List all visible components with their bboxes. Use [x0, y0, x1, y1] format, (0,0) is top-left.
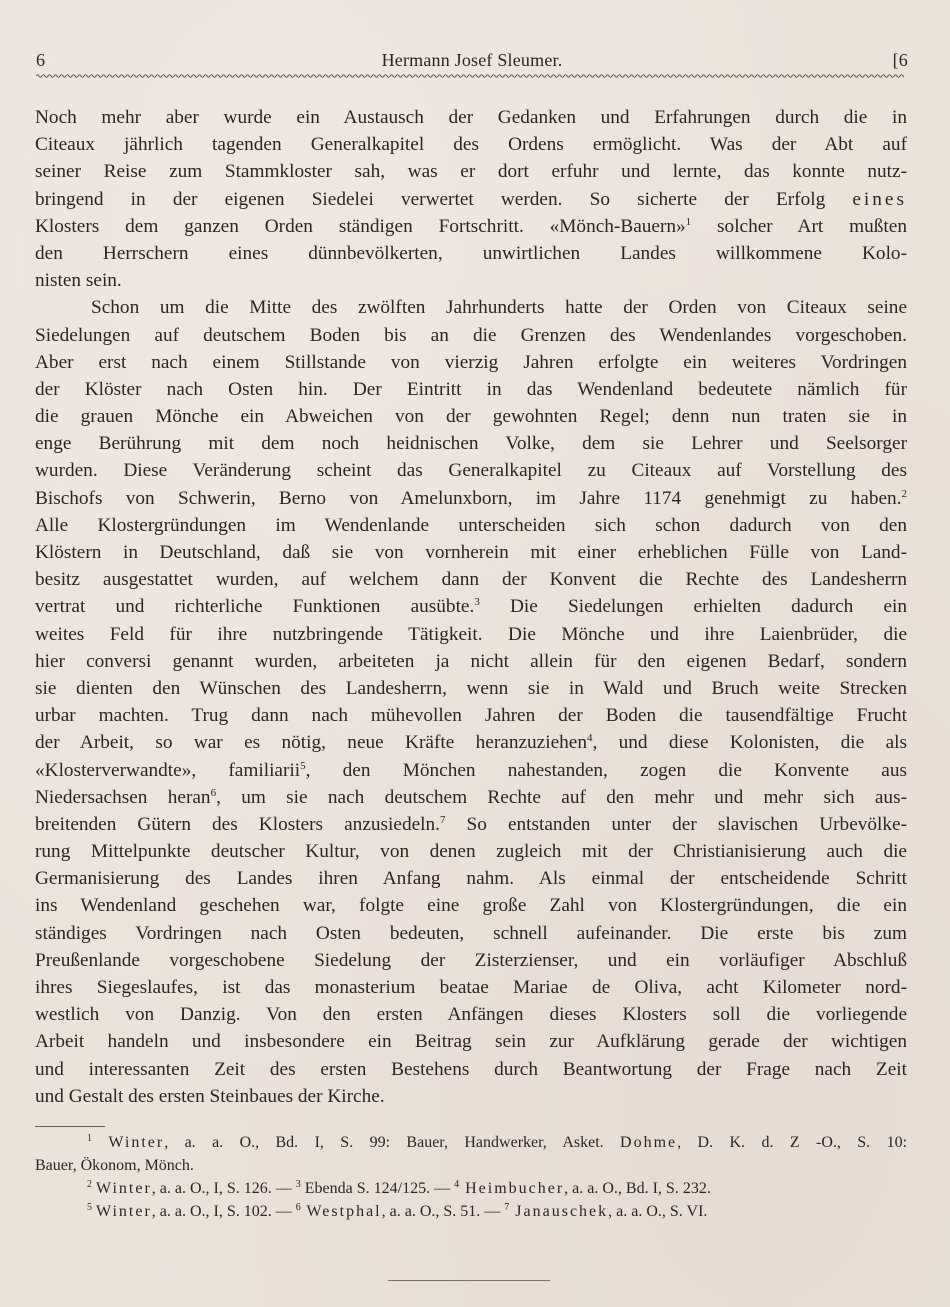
footnote-author: Westphal: [300, 1203, 382, 1220]
text-line: hier conversi genannt wurden, arbeiteten ja nicht allein für den eigenen Bedarf, sondern: [35, 650, 907, 672]
footnote-ref-2[interactable]: 2: [901, 487, 907, 500]
running-head: [36, 48, 908, 72]
text-line: Preußenlande vorgeschobene Siedelung der Zisterzienser, und ein vorläufiger Abschluß: [35, 949, 907, 971]
text-line: den Herrschern eines dünnbevölkerten, unwirtlichen Landes willkommene Kolo-: [35, 242, 907, 264]
page-number-right: [6: [892, 50, 908, 70]
footnote-1: $^1$ Winter, a. a. O., Bd. I, S. 99: Bauer, Handwerker, Asket. Dohme, D. K. d. Z -O., S. 10:: [87, 1133, 908, 1151]
text-line: vertrat und richterliche Funktionen ausübte.$^3$ Die Siedelungen erhielten dadurch ein: [35, 596, 908, 618]
text-line: bringend in der eigenen Siedelei verwertet werden. So sicherte der Erfolg eines: [35, 188, 907, 210]
footnotes-2-4: $^2$ Winter, a. a. O., I, S. 126. — $^3$ Ebenda S. 124/125. — $^4$ Heimbucher, a. a. O., Bd. I, S. 232.: [87, 1179, 711, 1197]
emphasized-word: eines: [852, 188, 907, 210]
text-line: sie dienten den Wünschen des Landesherrn, wenn sie in Wald und Bruch weite Strecken: [35, 677, 907, 699]
text-line: Alle Klostergründungen im Wendenlande unterscheiden sich schon dadurch von den: [35, 514, 907, 536]
text-line: Aber erst nach einem Stillstande von vierzig Jahren erfolgte ein weiteres Vordringen: [35, 351, 907, 373]
footnote-ref-1[interactable]: 1: [685, 215, 692, 228]
text-line: Arbeit handeln und insbesondere ein Beitrag sein zur Aufklärung gerade der wichtigen: [35, 1031, 907, 1053]
running-title: Hermann Josef Sleumer.: [381, 50, 563, 70]
footnote-author: Winter: [96, 1180, 152, 1197]
footnote-ref-3[interactable]: 3: [474, 596, 480, 609]
text-line: Siedelungen auf deutschem Boden bis an die Grenzen des Wendenlandes vorgeschoben.: [35, 324, 907, 346]
footnote-author: Janauschek: [509, 1203, 609, 1220]
body-text: [35, 104, 907, 1110]
footnote-ref-4[interactable]: 4: [586, 732, 593, 745]
text-line: besitz ausgestattet wurden, auf welchem dann der Konvent die Rechte des Landesherrn: [35, 569, 907, 591]
text-line: Niedersachsen heran$^6$, um sie nach deutschem Rechte auf den mehr und mehr sich aus-: [35, 786, 907, 808]
footnote-marker-4: 4: [454, 1179, 460, 1190]
footnote-separator: [35, 1126, 105, 1127]
text-line: Noch mehr aber wurde ein Austausch der Gedanken und Erfahrungen durch die in: [35, 107, 907, 128]
text-line: die grauen Mönche ein Abweichen von der gewohnten Regel; denn nun traten sie in: [35, 406, 907, 428]
footnote-ref-6[interactable]: 6: [210, 786, 217, 799]
page-number-left: 6: [36, 50, 46, 70]
text-line: urbar machten. Trug dann nach mühevollen Jahren der Boden die tausendfältige Frucht: [35, 705, 907, 727]
footnote-marker-2: 2: [87, 1179, 92, 1190]
footnote-ref-7[interactable]: 7: [439, 813, 446, 826]
text-line: wurden. Diese Veränderung scheint das Generalkapitel zu Citeaux auf Vorstellung des: [35, 460, 907, 482]
text-line: und interessanten Zeit des ersten Bestehens durch Beantwortung der Frage nach Zeit: [35, 1058, 907, 1080]
text-line: und Gestalt des ersten Steinbaues der Kirche.: [35, 1085, 385, 1107]
footnote-ref-5[interactable]: 5: [300, 759, 306, 772]
text-line: der Klöster nach Osten hin. Der Eintritt in das Wendenland bedeutete nämlich für: [35, 378, 907, 400]
text-line: breitenden Gütern des Klosters anzusiedeln.$^7$ So entstanden unter der slavischen Urbevölke-: [35, 813, 908, 835]
text-line: ihres Siegeslaufes, ist das monasterium beatae Mariae de Oliva, acht Kilometer nord-: [35, 977, 907, 998]
text-line: weites Feld für ihre nutzbringende Tätigkeit. Die Mönche und ihre Laienbrüder, die: [35, 623, 907, 645]
footnote-marker-1: 1: [87, 1133, 92, 1144]
text-line: Germanisierung des Landes ihren Anfang nahm. Als einmal der entscheidende Schritt: [35, 868, 907, 890]
bottom-rule: [388, 1280, 550, 1281]
text-line: seiner Reise zum Stammkloster sah, was er dort erfuhr und lernte, das konnte nutz-: [35, 161, 907, 183]
wavy-header-rule: [36, 72, 904, 80]
footnotes-5-7: $^5$ Winter, a. a. O., I, S. 102. — $^6$ Westphal, a. a. O., S. 51. — $^7$ Janauschek, a. a. O., S. VI.: [87, 1202, 708, 1220]
footnote-author: Winter: [108, 1134, 165, 1151]
text-line: Citeaux jährlich tagenden Generalkapitel des Ordens ermöglicht. Was der Abt auf: [35, 134, 907, 156]
footnote-marker-7: 7: [504, 1202, 510, 1213]
paragraph-1: [35, 104, 907, 294]
text-line: enge Berührung mit dem noch heidnischen Volke, dem sie Lehrer und Seelsorger: [35, 433, 907, 455]
text-line: der Arbeit, so war es nötig, neue Kräfte heranzuziehen$^4$, und diese Kolonisten, die als: [35, 732, 907, 754]
text-line: rung Mittelpunkte deutscher Kultur, von denen zugleich mit der Christianisierung auch die: [35, 841, 907, 863]
footnote-1-continued: Bauer, Ökonom, Mönch.: [35, 1157, 194, 1174]
footnote-marker-6: 6: [295, 1202, 301, 1213]
text-line: ins Wendenland geschehen war, folgte eine große Zahl von Klostergründungen, die ein: [35, 895, 907, 917]
text-line: Klöstern in Deutschland, daß sie von vornherein mit einer erheblichen Fülle von Land-: [35, 542, 907, 563]
text-line: Schon um die Mitte des zwölften Jahrhunderts hatte der Orden von Citeaux seine: [91, 297, 907, 319]
text-line: westlich von Danzig. Von den ersten Anfängen dieses Klosters soll die vorliegende: [35, 1004, 907, 1026]
text-line: «Klosterverwandte», familiarii$^5$, den Mönchen nahestanden, zogen die Konvente aus: [35, 759, 907, 781]
text-line: Bischofs von Schwerin, Berno von Amelunxborn, im Jahre 1174 genehmigt zu haben.$^2$: [35, 487, 907, 509]
text-line: Klosters dem ganzen Orden ständigen Fortschritt. «Mönch-Bauern»$^1$ solcher Art mußten: [35, 215, 907, 237]
footnote-author: Winter: [96, 1203, 152, 1220]
footnotes: [35, 1131, 907, 1223]
paragraph-2: [35, 294, 907, 1110]
footnote-marker-3: 3: [295, 1179, 301, 1190]
text-line: ständiges Vordringen nach Osten bedeuten, schnell aufeinander. Die erste bis zum: [35, 922, 907, 944]
footnote-author: Dohme: [620, 1134, 678, 1151]
footnote-marker-5: 5: [87, 1202, 92, 1213]
footnote-author: Heimbucher: [459, 1180, 565, 1197]
text-line: nisten sein.: [35, 270, 122, 292]
